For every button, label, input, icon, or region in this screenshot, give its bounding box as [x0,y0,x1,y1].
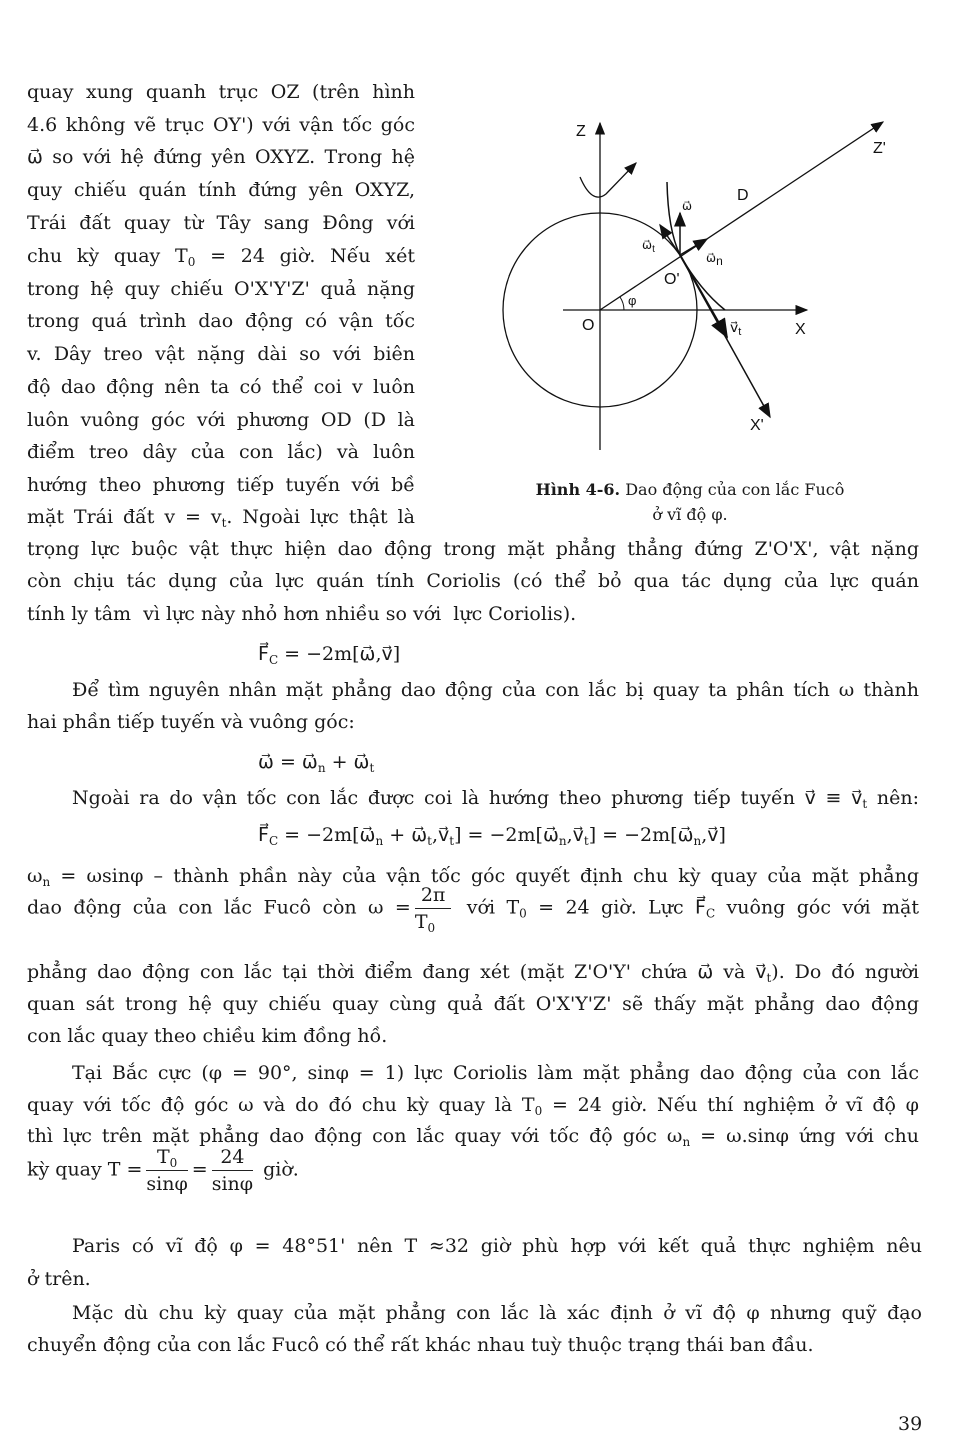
text-run: T [414,911,428,933]
text-run: + ω⃗ [383,824,428,846]
text-line [27,309,415,333]
text-run: ω⃗ so với hệ đứng yên OXYZ. Trong hệ [27,146,415,168]
label-o: O [582,317,595,334]
text-line [27,375,415,399]
denominator [212,1171,253,1195]
text-line [258,750,374,774]
label-o-prime: O' [664,271,680,288]
text-run: Paris có vĩ độ φ = 48°51' nên T ≈32 giờ phù hợp với kết quả thực nghiệm nêu [72,1235,922,1257]
label-phi: φ [628,293,637,308]
text-run: sinφ [146,1173,188,1195]
subscript: n [558,834,567,848]
subscript: t [583,834,589,848]
text-run: = −2m[ω⃗,v⃗] [278,643,401,665]
text-run: = ω.sinφ ứng với chu [690,1125,919,1147]
phi-angle-arc [620,297,624,310]
subscript: 0 [534,1104,543,1118]
subscript: t [221,516,227,530]
text-run: vuông góc với mặt [715,896,919,919]
text-line [27,960,919,984]
subscript: 0 [187,255,196,269]
text-run: T [156,1146,170,1168]
text-line [27,408,415,432]
label-omega-t: $\omega⃗_t$ [642,238,655,255]
text-run: giờ. [257,1158,299,1181]
text-run: ] = −2m[ω⃗ [588,824,694,846]
subscript: t [766,971,772,985]
text-line [27,277,415,301]
subscript: t [369,761,375,775]
subscript: 0 [519,906,527,921]
page-number: 39 [898,1413,923,1435]
numerator [415,884,452,909]
text-line [258,642,400,666]
label-d: D [737,187,749,204]
text-run: dao động của con lắc Fucô còn ω = [27,896,411,919]
text-run: Để tìm nguyên nhân mặt phẳng dao động của con lắc bị quay ta phân tích ω thành [72,679,919,701]
label-omega-n: ω⃗n [706,251,723,268]
text-run: ω [27,865,43,887]
figure-caption [490,480,890,499]
fraction [212,1146,253,1195]
text-run: trong hệ quy chiếu O'X'Y'Z' quả nặng [27,278,415,300]
text-run: thì lực trên mặt phẳng dao động con lắc quay với tốc độ góc ω [27,1125,683,1147]
z-prime-axis [600,122,883,310]
text-run: luôn vuông góc với phương OD (D là [27,409,415,431]
text-run: Trái đất quay từ Tây sang Đông với [27,212,415,234]
text-run: hướng theo phương tiếp tuyến với bề [27,474,415,496]
text-run: Mặc dù chu kỳ quay của mặt phẳng con lắc là xác định ở vĩ độ φ nhưng quỹ đạo [72,1302,922,1324]
text-line [27,1333,814,1357]
label-z: Z [576,123,586,140]
subscript: n [682,1135,691,1149]
text-run: kỳ quay T = [27,1158,143,1181]
text-line [27,710,355,734]
denominator [146,1171,187,1195]
text-run: = −2m[ω⃗ [278,824,376,846]
text-run: Ngoài ra do vận tốc con lắc được coi là hướng theo phương tiếp tuyến v⃗ ≡ v⃗ [72,787,863,809]
text-run: quay xung quanh trục OZ (trên hình [27,81,415,103]
text-run: ở trên. [27,1268,91,1290]
text-line [72,786,919,810]
numerator [146,1146,187,1171]
rotation-arrow-icon [580,163,636,197]
text-line [27,80,415,104]
text-line [27,884,919,933]
text-line [27,244,415,268]
text-run: . Ngoài lực thật là [226,506,415,528]
text-run: còn chịu tác dụng của lực quán tính Coriolis (có thể bỏ qua tác dụng của lực quán [27,570,919,592]
caption-label: Hình 4-6. [535,480,621,499]
subscript: t [427,834,432,848]
text-run: 24 [220,1146,245,1168]
denominator [415,909,452,933]
text-run: nên: [867,787,919,809]
text-line [27,1267,91,1291]
fraction [415,884,452,933]
omega-t-vector [660,225,680,255]
text-line [72,1234,922,1258]
text-run: con lắc quay theo chiều kim đồng hồ. [27,1025,388,1047]
label-v-t: $v⃗_t$ [730,319,742,338]
text-run: v. Dây treo vật nặng dài so với biên [27,343,415,365]
text-run: điểm treo dây của con lắc) và luôn [27,441,415,463]
text-line [27,178,415,202]
text-line [72,1061,919,1085]
text-line [27,342,415,366]
text-line [27,1093,919,1117]
text-run: tính ly tâm vì lực này nhỏ hơn nhiều so với lực Coriolis). [27,603,577,625]
label-z-prime: Z' [873,140,886,157]
text-line [27,1124,919,1148]
text-line [72,1301,922,1325]
caption-text: Dao động của con lắc Fucô [620,480,845,499]
text-run: mặt Trái đất v = v [27,506,222,528]
subscript: n [42,875,51,889]
text-line [27,211,415,235]
text-run: quan sát trong hệ quy chiếu quay cùng quả đất O'X'Y'Z' sẽ thấy mặt phẳng dao động [27,993,919,1015]
text-line [27,145,415,169]
subscript: C [268,834,279,848]
text-run: phẳng dao động con lắc tại thời điểm đang xét (mặt Z'O'Y' chứa ω⃗ và v⃗ [27,961,767,983]
text-line [27,473,415,497]
text-line [27,440,415,464]
subscript: n [375,834,384,848]
text-run: sinφ [211,1173,254,1195]
subscript: 0 [169,1156,178,1170]
text-run: hai phần tiếp tuyến và vuông góc: [27,711,355,733]
subscript: 0 [427,921,436,935]
subscript: C [705,906,716,921]
fraction [146,1146,187,1195]
text-line [27,1024,387,1048]
figure-caption-line2: ở vĩ độ φ. [652,505,728,524]
subscript: t [449,834,455,848]
subscript: n [693,834,702,848]
text-run: 4.6 không vẽ trục OY') với vận tốc góc [27,114,415,136]
text-run: = ωsinφ – thành phần này của vận tốc góc quyết định chu kỳ quay của mặt phẳng [50,865,919,887]
text-line [27,1146,299,1195]
text-run: + ω⃗ [325,751,370,773]
text-run: chuyển động của con lắc Fucô có thể rất khác nhau tuỳ thuộc trạng thái ban đầu. [27,1334,814,1356]
text-run: ] = −2m[ω⃗ [454,824,559,846]
subscript: C [268,653,279,667]
text-line [258,823,726,847]
text-run: ). Do đó người [771,961,919,983]
text-run: = 24 giờ. Lực F⃗ [526,896,706,919]
text-run: chu kỳ quay T [27,245,188,267]
label-x: X [795,321,806,338]
text-run: 2π [420,884,446,906]
text-run: F⃗ [258,643,269,665]
text-run: ,v⃗ [431,824,450,846]
text-run: quay với tốc độ góc ω và do đó chu kỳ quay là T [27,1094,535,1116]
text-run: trong quá trình dao động có vận tốc [27,310,415,332]
label-x-prime: X' [750,417,764,434]
omega-n-vector [680,239,707,255]
text-run: = [191,1158,208,1181]
text-run: = 24 giờ. Nếu xét [195,245,415,267]
text-run: ,v⃗] [701,824,726,846]
label-omega: ω⃗ [682,199,693,213]
text-run: F⃗ [258,824,269,846]
text-run: = 24 giờ. Nếu thí nghiệm ở vĩ độ φ [542,1094,919,1116]
text-run: độ dao động nên ta có thể coi v luôn [27,376,415,398]
numerator [212,1146,253,1171]
text-line [27,113,415,137]
text-run: ω⃗ = ω⃗ [258,751,318,773]
text-line [27,569,919,593]
text-run: với T [455,896,520,919]
text-line [27,602,576,626]
text-line [27,537,919,561]
subscript: n [317,761,326,775]
subscript: t [862,797,868,811]
text-run: Tại Bắc cực (φ = 90°, sinφ = 1) lực Coriolis làm mặt phẳng dao động của con lắc [72,1062,919,1084]
text-line [27,992,919,1016]
text-line [27,505,415,529]
text-run: ,v⃗ [566,824,584,846]
text-run: trọng lực buộc vật thực hiện dao động trong mặt phẳng thẳng đứng Z'O'X', vật nặng [27,538,919,560]
text-line [72,678,919,702]
text-run: quy chiếu quán tính đứng yên OXYZ, [27,179,415,201]
